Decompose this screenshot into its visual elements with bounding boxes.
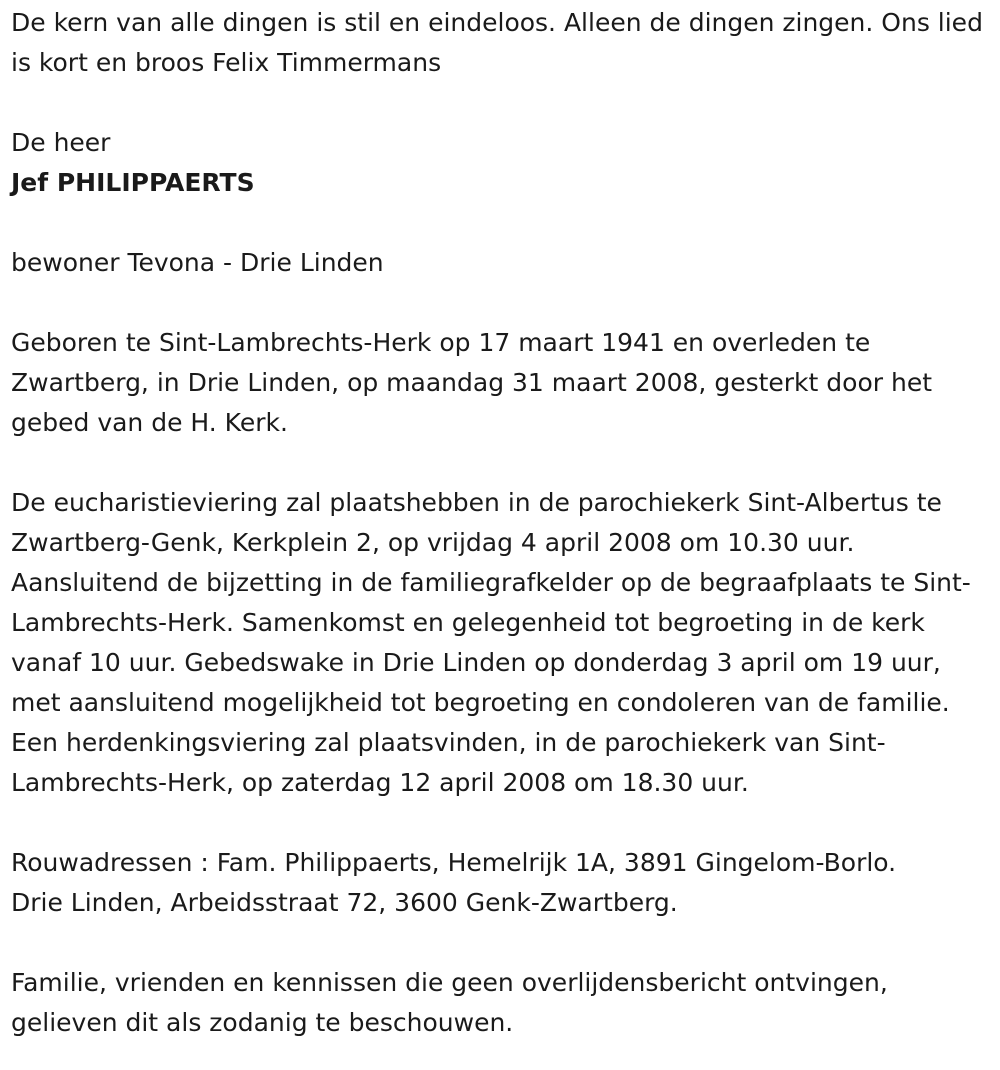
resident-line: bewoner Tevona - Drie Linden [11,248,384,277]
address-line-2: Drie Linden, Arbeidsstraat 72, 3600 Genk-Zwartberg. [11,888,678,917]
birth-death-paragraph: Geboren te Sint-Lambrechts-Herk op 17 maart 1941 en overleden te Zwartberg, in Drie Linden, op maandag 31 maart 2008, gesterkt door het gebed van de H. Kerk. [11,328,932,437]
deceased-name: Jef PHILIPPAERTS [11,168,255,197]
quote-text: De kern van alle dingen is stil en eindeloos. Alleen de dingen zingen. Ons lied is kort en broos Felix Timmermans [11,8,983,77]
spacer [11,803,992,843]
address-line-1: Rouwadressen : Fam. Philippaerts, Hemelrijk 1A, 3891 Gingelom-Borlo. [11,848,897,877]
spacer [11,283,992,323]
closing-paragraph: Familie, vrienden en kennissen die geen overlijdensbericht ontvingen, gelieven dit als zodanig te beschouwen. [11,968,888,1037]
spacer [11,923,992,963]
spacer [11,83,992,123]
spacer [11,203,992,243]
salutation: De heer [11,128,111,157]
ceremony-paragraph: De eucharistieviering zal plaatshebben in de parochiekerk Sint-Albertus te Zwartberg-Genk, Kerkplein 2, op vrijdag 4 april 2008 om 10.30 uur. Aansluitend de bijzetting in de familiegrafkelder op de begraafplaats te Sint-Lambrechts-Herk. Samenkomst en gelegenheid tot begroeting in de kerk vanaf 10 uur. Gebedswake in Drie Linden op donderdag 3 april om 19 uur, met aansluitend mogelijkheid tot begroeting en condoleren van de familie. Een herdenkingsviering zal plaatsvinden, in de parochiekerk van Sint-Lambrechts-Herk, op zaterdag 12 april 2008 om 18.30 uur. [11,488,971,797]
spacer [11,443,992,483]
